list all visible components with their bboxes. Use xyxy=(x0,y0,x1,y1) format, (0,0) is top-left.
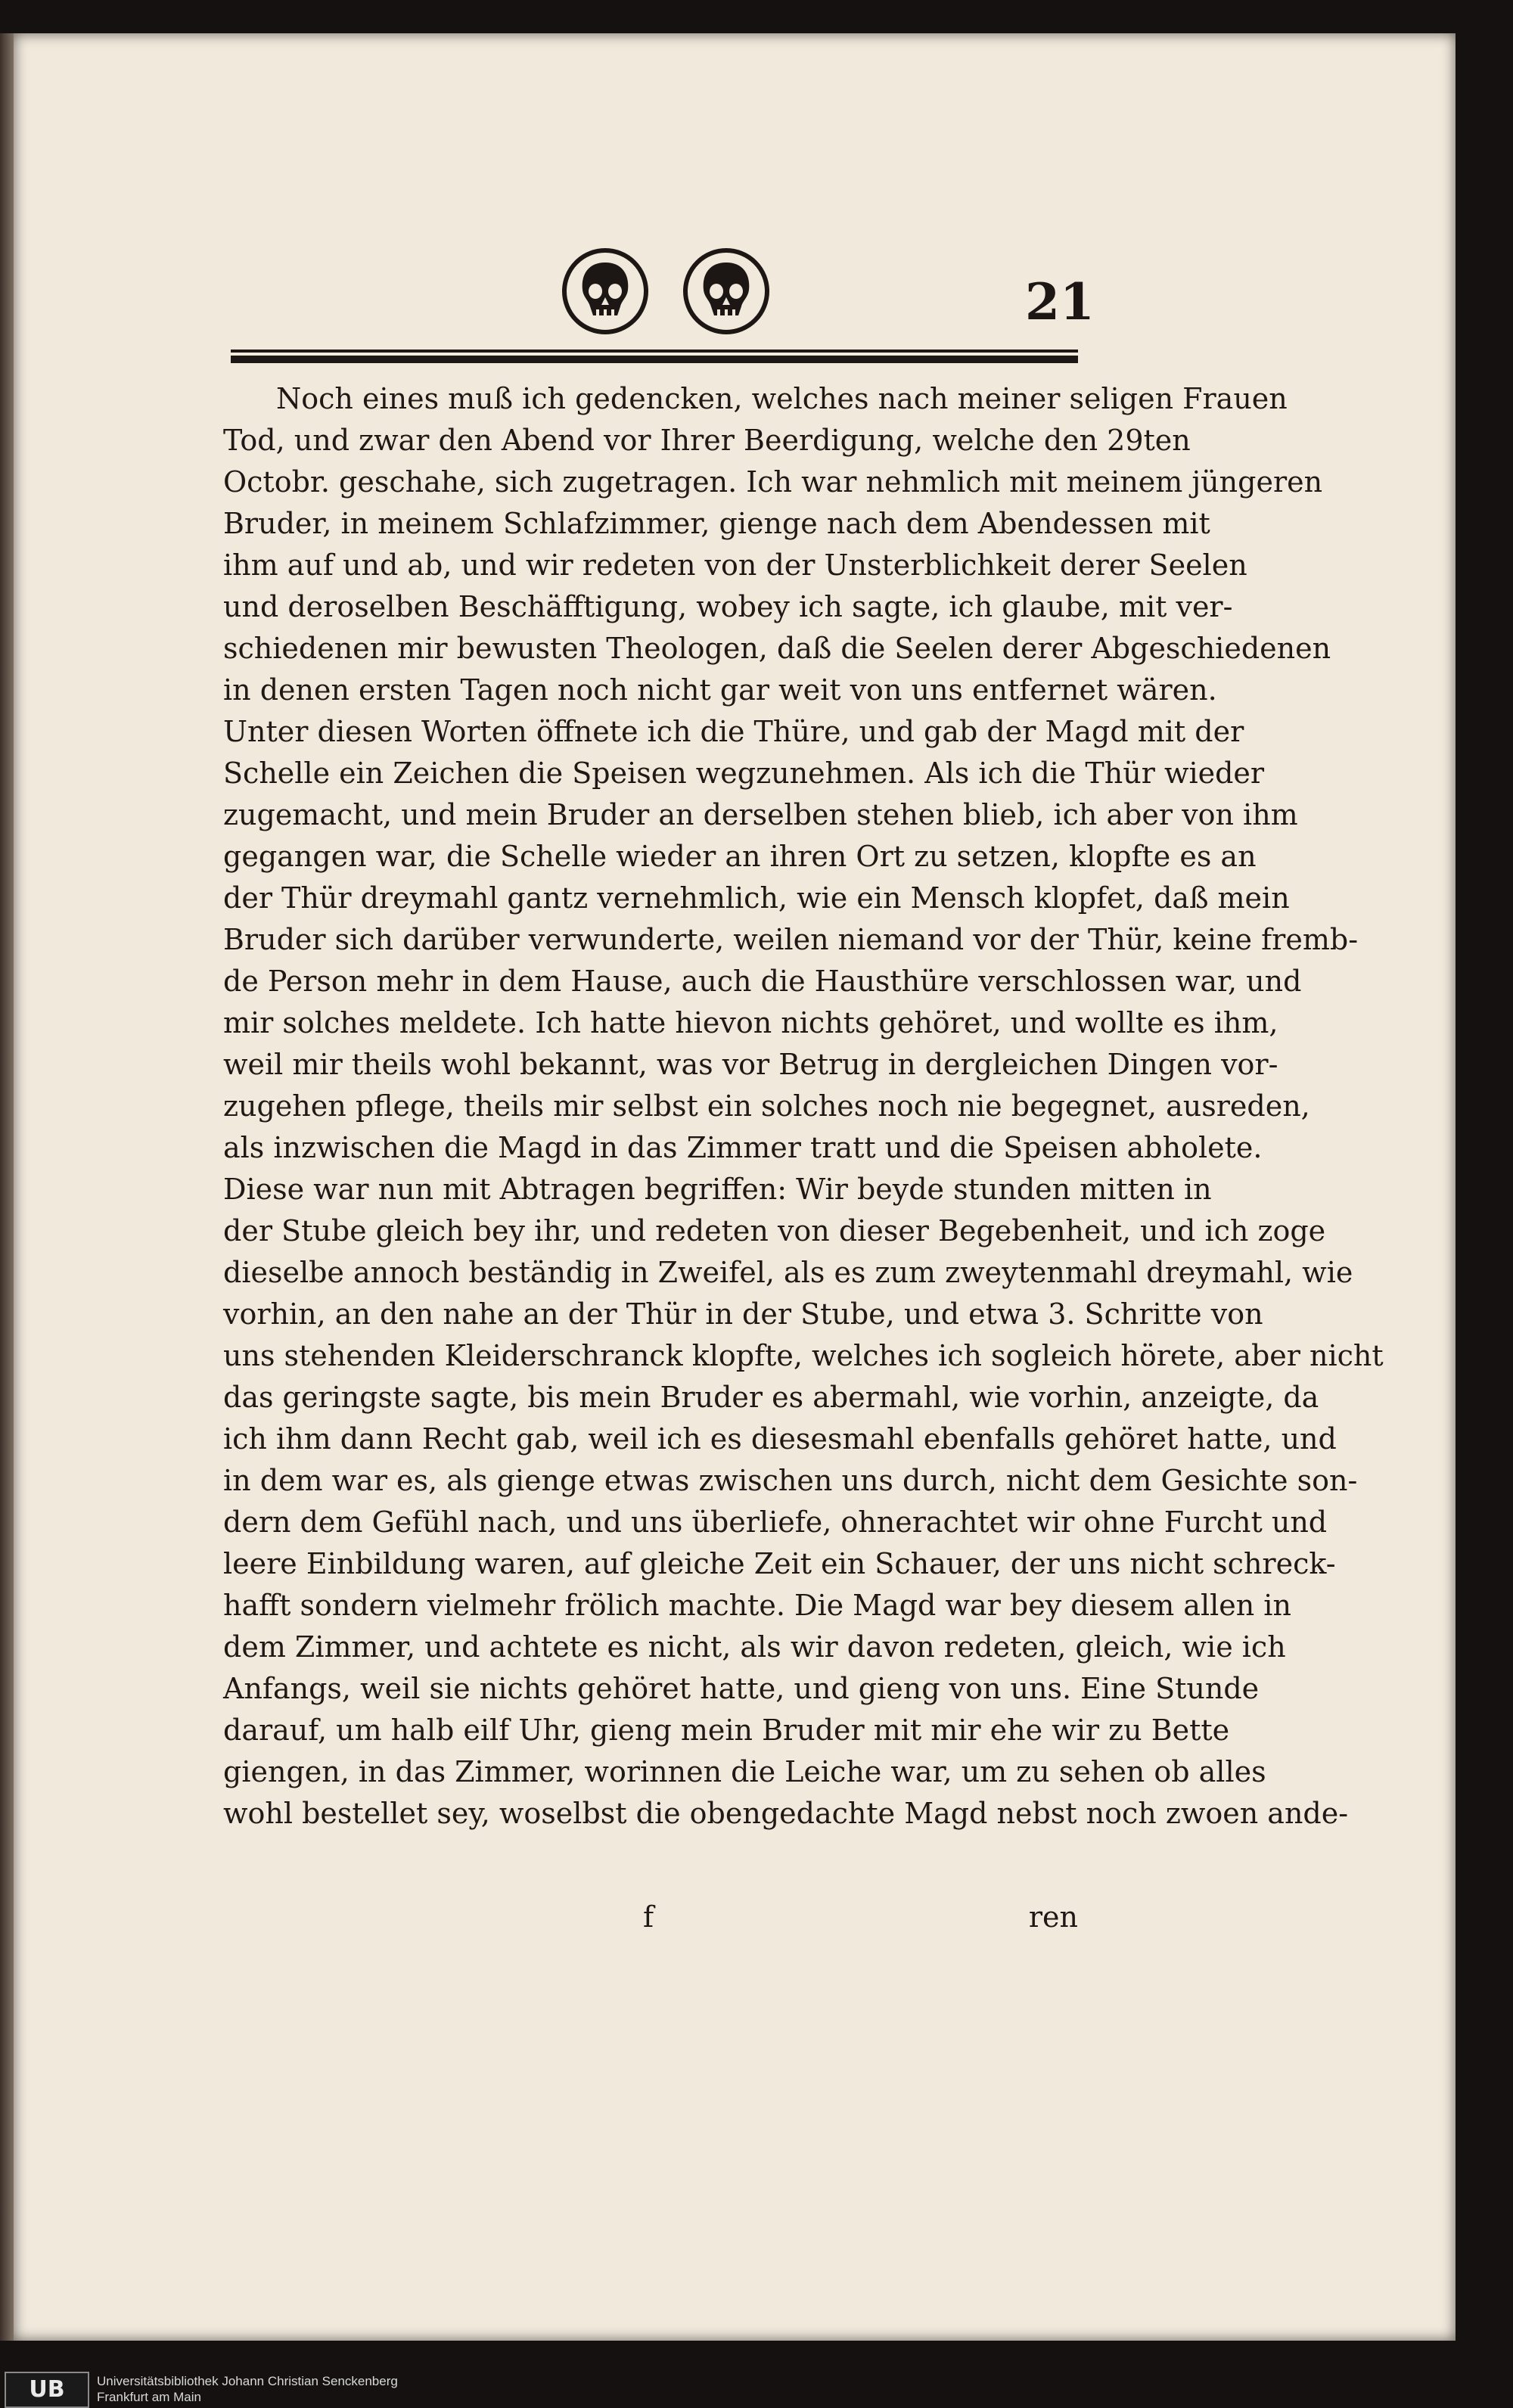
text-line: und deroselben Beschäfftigung, wobey ich sagte, ich glaube, mit ver- xyxy=(223,590,1233,623)
text-line: schiedenen mir bewusten Theologen, daß die Seelen derer Abgeschiedenen xyxy=(223,632,1331,665)
text-line: wohl bestellet sey, woselbst die obengedachte Magd nebst noch zwoen ande- xyxy=(223,1797,1349,1830)
text-line: vorhin, an den nahe an der Thür in der Stube, und etwa 3. Schritte von xyxy=(223,1297,1263,1331)
text-line: darauf, um halb eilf Uhr, gieng mein Bruder mit mir ehe wir zu Bette xyxy=(223,1714,1230,1747)
text-line: zugehen pflege, theils mir selbst ein solches noch nie begegnet, ausreden, xyxy=(223,1089,1310,1123)
text-line: der Thür dreymahl gantz vernehmlich, wie ein Mensch klopfet, daß mein xyxy=(223,881,1290,915)
text-line: leere Einbildung waren, auf gleiche Zeit ein Schauer, der uns nicht schreck- xyxy=(223,1547,1336,1580)
text-line: giengen, in das Zimmer, worinnen die Leiche war, um zu sehen ob alles xyxy=(223,1755,1266,1788)
page-footer xyxy=(223,1900,1078,1946)
signature-mark: f xyxy=(643,1900,654,1934)
header-rule-thick xyxy=(231,356,1078,363)
text-line: ihm auf und ab, und wir redeten von der Unsterblichkeit derer Seelen xyxy=(223,548,1247,582)
text-line: zugemacht, und mein Bruder an derselben stehen blieb, ich aber von ihm xyxy=(223,798,1298,831)
institution-name xyxy=(97,2373,398,2405)
catchword: ren xyxy=(1028,1900,1078,1934)
text-line: Bruder sich darüber verwunderte, weilen niemand vor der Thür, keine fremb- xyxy=(223,923,1359,956)
institution-line: Frankfurt am Main xyxy=(97,2390,201,2404)
institution-line: Universitätsbibliothek Johann Christian Senckenberg xyxy=(97,2374,398,2388)
library-footer xyxy=(0,2368,1513,2408)
text-line: Anfangs, weil sie nichts gehöret hatte, und gieng von uns. Eine Stunde xyxy=(223,1672,1260,1705)
text-line: als inzwischen die Magd in das Zimmer tratt und die Speisen abholete. xyxy=(223,1131,1263,1164)
text-line: de Person mehr in dem Hause, auch die Hausthüre verschlossen war, und xyxy=(223,965,1302,998)
text-line: Octobr. geschahe, sich zugetragen. Ich war nehmlich mit meinem jüngeren xyxy=(223,465,1323,499)
text-line: in dem war es, als gienge etwas zwischen uns durch, nicht dem Gesichte son- xyxy=(223,1464,1358,1497)
text-line: Tod, und zwar den Abend vor Ihrer Beerdigung, welche den 29ten xyxy=(223,424,1191,457)
text-line: mir solches meldete. Ich hatte hievon nichts gehöret, und wollte es ihm, xyxy=(223,1006,1278,1039)
text-line: uns stehenden Kleiderschranck klopfte, welches ich sogleich hörete, aber nicht xyxy=(223,1339,1384,1372)
skull-icon xyxy=(560,246,651,337)
library-logo: UB xyxy=(5,2372,89,2408)
text-line: Diese war nun mit Abtragen begriffen: Wir beyde stunden mitten in xyxy=(223,1173,1212,1206)
text-line: hafft sondern vielmehr frölich machte. Die Magd war bey diesem allen in xyxy=(223,1589,1291,1622)
text-line: Noch eines muß ich gedencken, welches nach meiner seligen Frauen xyxy=(276,382,1288,415)
page-number: 21 xyxy=(1025,272,1095,331)
header-rule xyxy=(231,350,1078,363)
text-line: dern dem Gefühl nach, und uns überliefe, ohnerachtet wir ohne Furcht und xyxy=(223,1505,1328,1539)
text-line: Schelle ein Zeichen die Speisen wegzunehmen. Als ich die Thür wieder xyxy=(223,757,1265,790)
header-rule-thin xyxy=(231,350,1078,353)
text-line: Bruder, in meinem Schlafzimmer, gienge nach dem Abendessen mit xyxy=(223,507,1210,540)
body-text xyxy=(223,378,1384,1835)
text-line: gegangen war, die Schelle wieder an ihren Ort zu setzen, klopfte es an xyxy=(223,840,1257,873)
text-line: der Stube gleich bey ihr, und redeten von dieser Begebenheit, und ich zoge xyxy=(223,1214,1326,1247)
text-line: dem Zimmer, und achtete es nicht, als wir davon redeten, gleich, wie ich xyxy=(223,1630,1286,1664)
header-ornaments xyxy=(530,246,772,344)
text-line: in denen ersten Tagen noch nicht gar weit von uns entfernet wären. xyxy=(223,673,1217,707)
skull-icon xyxy=(681,246,772,337)
text-line: Unter diesen Worten öffnete ich die Thüre, und gab der Magd mit der xyxy=(223,715,1244,748)
text-line: das geringste sagte, bis mein Bruder es abermahl, wie vorhin, anzeigte, da xyxy=(223,1381,1319,1414)
text-line: weil mir theils wohl bekannt, was vor Betrug in dergleichen Dingen vor- xyxy=(223,1048,1278,1081)
text-line: dieselbe annoch beständig in Zweifel, als es zum zweytenmahl dreymahl, wie xyxy=(223,1256,1353,1289)
text-line: ich ihm dann Recht gab, weil ich es diesesmahl ebenfalls gehöret hatte, und xyxy=(223,1422,1337,1456)
